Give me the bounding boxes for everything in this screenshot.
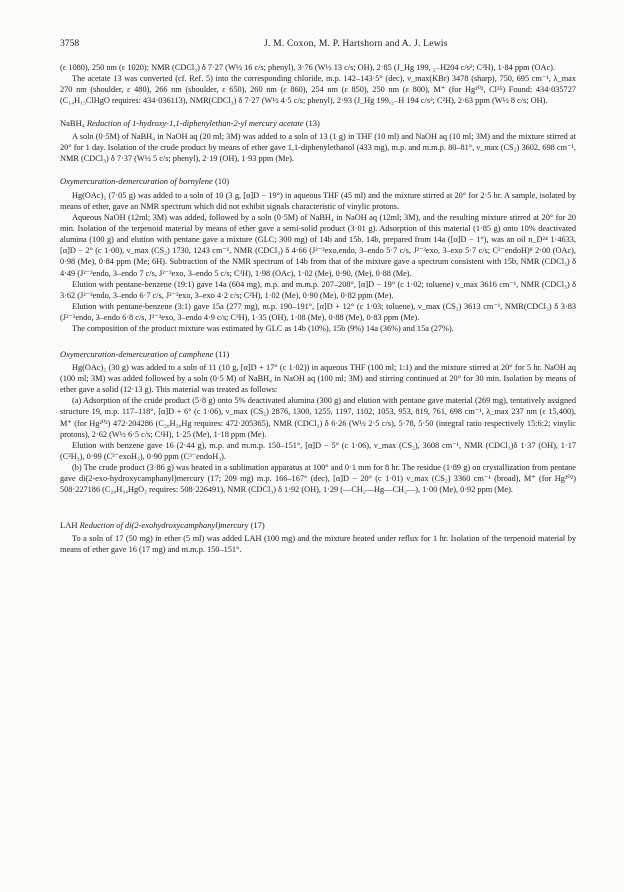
paragraph-nabh4-reduction: A soln (0·5M) of NaBH₄ in NaOH aq (20 ml; 3M) was added to a soln of 13 (1 g) in THF (10 ml) and NaOH aq (10 ml; 3M) and the mixture stirred at 20° for 1 day. Isolation of the crude product by means of ether gave 1,1-diphenylethanol (433 mg), m.p. and m.m.p. 80–81°, ν_max (CS₂) 3602, 698 cm⁻¹, NMR (CDCl₃) δ 7·37 (W½ 5 c/s; phenyl), 2·19 (OH), 1·93 ppm (Me). bbox=[60, 131, 576, 164]
section-heading-lah: LAH Reduction of di(2-exohydroxycamphanyl)mercury (17) bbox=[60, 519, 265, 530]
paragraph-bornylene-2: Aqueous NaOH (12ml; 3M) was added, followed by a soln (0·5M) of NaBH₄ in NaOH aq (12ml; 3M), and the resulting mixture stirred at 20° for 20 min. Isolation of the terpenoid material by means of ether gave a semi-solid product (3·01 g). Adsorption of this material (1·85 g) onto 10% deactivated alumina (100 g) and elution with pentane gave a mixture (GLC; 300 mg) of 14b and 15b. 14b, prepared from 14a ([α]D − 1°), was an oil n_D²⁴ 1·4633, [α]D − 2° (c 1·00), ν_max (CS₂) 1730, 1243 cm⁻¹, NMR (CDCl₃) δ 4·66 (J²⁻³exo,endo, 3–endo 5·7 c/s, J²⁻³exo, 3–exo 5·7 c/s; C²⁻endoH)⁸ 2·00 (OAc), 0·98 (Me), 0·84 ppm (Me; 6H). Subtraction of the NMR spectrum of 14b from that of the mixture gave a spectrum consistent with 15b, NMR (CDCl₃) δ 4·49 (J²⁻³endo, 3–endo 7 c/s, J²⁻³exo, 3–endo 5 c/s; C³H), 1·98 (OAc), 1·02 (Me), 0·90, (Me), 0·88 (Me). bbox=[60, 212, 576, 278]
paragraph-bornylene-5: The composition of the product mixture was estimated by GLC as 14b (10%), 15b (9%) 14a (36%) and 15a (27%). bbox=[72, 324, 454, 334]
paragraph-camphene-1: Hg(OAc)₂ (30 g) was added to a soln of 11 (10 g, [α]D + 17° (c 1·02)) in aqueous THF (100 ml; 1:1) and the mixture stirred at 20° for 5 hr. NaOH aq (100 ml; 3M) was added followed by a soln (0·5 M) of NaBH₄ in NaOH aq (100 ml; 3M) and stirring continued at 20° for 30 min. Isolation by means of ether gave a solid (12·13 g). This material was treated as follows: bbox=[60, 362, 576, 395]
paragraph-bornylene-1: Hg(OAc)₂ (7·05 g) was added to a soln of 10 (3 g, [α]D − 19°) in aqueous THF (45 ml) and the mixture stirred at 20° for 2·5 hr. A sample, isolated by means of ether, gave an NMR spectrum which did not exhibit signals characteristic of vinylic protons. bbox=[60, 190, 576, 211]
running-header bbox=[60, 38, 576, 49]
page-number: 3758 bbox=[60, 38, 80, 49]
paragraph-camphene-elution: Elution with benzene gave 16 (2·44 g), m.p. and m.m.p. 150–151°, [α]D − 5° (c 1·06), ν_max (CS₂), 3608 cm⁻¹, NMR (CDCl₃)δ 1·37 (OH), 1·17 (C²H₃), 0·99 (C³⁻exoH₃), 0·90 ppm (C³⁻endoH₃). bbox=[60, 440, 576, 461]
paragraph-camphene-b: (b) The crude product (3·86 g) was heated in a sublimation apparatus at 100° and 0·1 mm for 8 hr. The residue (1·89 g) on crystallization from pentane gave di(2-exo-hydroxycamphanyl)mercury (17; 209 mg) m.p. 166–167° (dec), [α]D − 20° (c 1·01) ν_max (CS₂) 3360 cm⁻¹ (broad), M⁺ (for Hg²⁰²) 508·227186 (C₂₀H₃₄HgO₂ requires: 508·226491), NMR (CDCl₃) δ 1·92 (OH), 1·29 (—CH₂—Hg—CH₂—), 1·00 (Me), 0·92 ppm (Me). bbox=[60, 463, 576, 495]
paragraph-camphene-a: (a) Adsorption of the crude product (5·8 g) onto 5% deactivated alumina (300 g) and elution with pentane gave material (269 mg), tentatively assigned structure 19, m.p. 117–118°, [α]D + 6° (c 1·06), ν_max (CS₂) 2876, 1300, 1255, 1197, 1102, 1053, 953, 819, 761, 698 cm⁻¹, λ_max 237 nm (ε 15,400), M⁺ (for Hg²⁰²) 472·204286 (C₂₀H₃₀Hg requires: 472·205365), NMR (CDCl₃) δ 6·26 (W½ 2·5 c/s), 5·78, 5·50 (integral ratio respectively 15:6:2; vinylic protons), 2·62 (W½ 6·5 c/s; C¹H), 1·25 (Me), 1·18 ppm (Me). bbox=[60, 396, 576, 439]
paragraph-continued: (ε 1080), 250 nm (ε 1020); NMR (CDCl₃) δ 7·27 (W½ 16 c/s; phenyl), 3·76 (W½ 13 c/s; OH), 2·85 (J_Hg 199, ₂₋H204 c/s²; C²H), 1·84 ppm (OAc). bbox=[60, 63, 555, 72]
paragraph-lah-reduction: To a soln of 17 (50 mg) in ether (5 ml) was added LAH (100 mg) and the mixture heated under reflux for 1 hr. Isolation of the terpenoid material by means of ether gave 16 (17 mg) and m.m.p. 150–151°. bbox=[60, 533, 576, 554]
paragraph-bornylene-4: Elution with pentane-benzene (3:1) gave 15a (277 mg), m.p. 190–191°, [α]D + 12° (c 1·03; toluene), ν_max (CS₂) 3613 cm⁻¹, NMR(CDCl₃) δ 3·83 (J²⁻³endo, 3–endo 6·8 c/s, J²⁻³exo, 3–endo 4·9 c/s; C³H), 1·35 (OH), 1·08 (Me), 0·88 (Me), 0·83 ppm (Me). bbox=[60, 302, 576, 323]
paragraph-chloride: The acetate 13 was converted (cf. Ref. 5) into the corresponding chloride, m.p. 142–143·5° (dec), ν_max(KBr) 3478 (sharp), 750, 695 cm⁻¹, λ_max 270 nm (shoulder, ε 480), 266 nm (shoulder, ε 650), 260 nm (ε 860), 254 nm (ε 850), 250 nm (ε 800), M⁺ (for Hg²⁰², Cl³⁵) Found: 434·035727 (C₁₄H₁₃ClHgO requires: 434·036113), NMR(CDCl₃) δ 7·27 (W½ 4·5 c/s; phenyl), 2·93 (J_Hg 199,₂₋H 194 c/s²; C²H), 2·63 ppm (W½ 8 c/s; OH). bbox=[60, 74, 576, 106]
section-heading-bornylene: Oxymercuration-demercuration of bornylene (10) bbox=[60, 176, 230, 187]
section-heading-camphene: Oxymercuration-demercuration of camphene (11) bbox=[60, 348, 230, 359]
section-heading-nabh4: NaBH₄ Reduction of 1-hydroxy-1,1-diphenylethan-2-yl mercury acetate (13) bbox=[60, 117, 320, 128]
running-authors: J. M. Coxon, M. P. Hartshorn and A. J. Lewis bbox=[264, 38, 448, 49]
paragraph-bornylene-3: Elution with pentane-benzene (19:1) gave 14a (604 mg), m.p. and m.m.p. 207–208°, [α]D − 19° (c 1·02; toluene) ν_max 3616 cm⁻¹, NMR (CDCl₃) δ 3·62 (J²⁻³endo, 3–endo 6·7 c/s, J²⁻³exo, 3–exo 4·2 c/s; C²H), 1·02 (Me), 0·90 (Me), 0·82 ppm (Me). bbox=[60, 279, 576, 300]
